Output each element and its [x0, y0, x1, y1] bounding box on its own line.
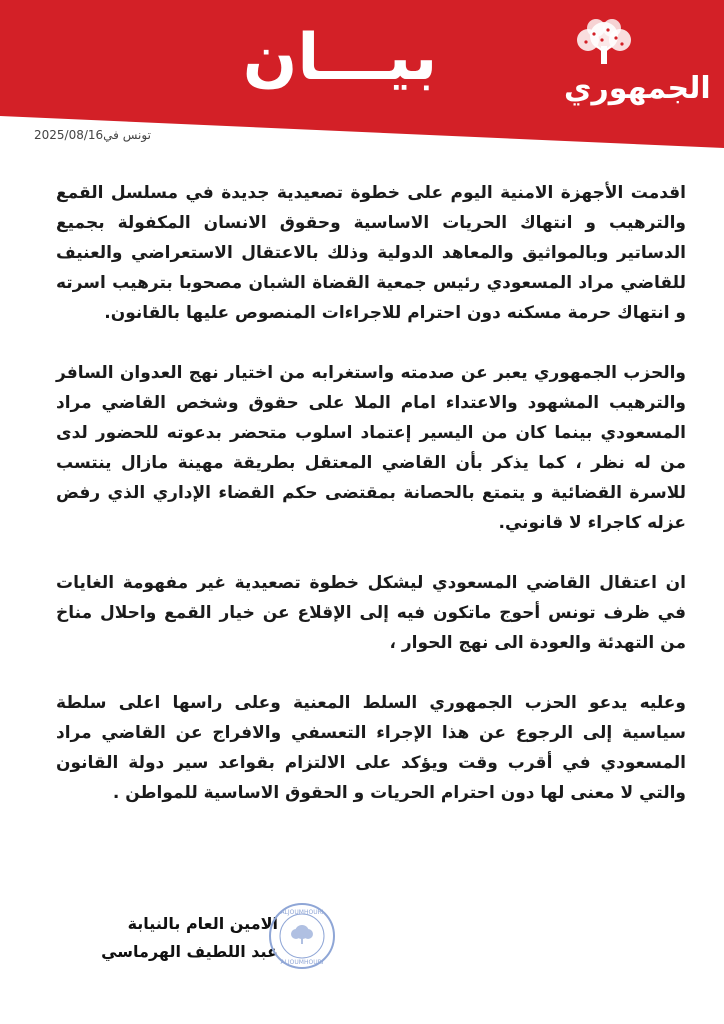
signature-role: الامين العام بالنيابة: [127, 914, 278, 933]
signature-name: عبد اللطيف الهرماسي: [101, 942, 278, 961]
tree-icon: [564, 18, 644, 70]
svg-text:ALJOUMHOURI: ALJOUMHOURI: [280, 909, 324, 916]
stamp-seal: [268, 902, 336, 970]
logo-name: الجمهوري: [564, 71, 711, 106]
page-title: بيـــان: [242, 21, 438, 95]
paragraph-2: والحزب الجمهوري يعبر عن صدمته واستغرابه من اختيار نهج العدوان السافر والترهيب المشهود والاعتداء امام الملا على حقوق وشخص القاضي مراد المسعودي بينما كان من اليسير إعتماد اسلوب متحضر بدعوته للحضور لدى من له نظر ، كما يذكر بأن القاضي المعتقل بطريقة مهينة مازال ينتسب للاسرة القضائية و يتمتع بالحصانة بمقتضى حكم القضاء الإداري الذي رفض عزله كاجراء لا قانوني.: [56, 363, 686, 533]
paragraph-3: ان اعتقال القاضي المسعودي ليشكل خطوة تصعيدية غير مفهومة الغايات في ظرف تونس أحوج ماتكون فيه إلى الإقلاع عن خيار القمع واحلال مناخ من التهدئة والعودة الى نهج الحوار ،: [56, 573, 686, 653]
paragraph-1: اقدمت الأجهزة الامنية اليوم على خطوة تصعيدية جديدة في مسلسل القمع والترهيب و انتهاك الحريات الاساسية وحقوق الانسان المكفولة بجميع الدساتير وبالمواثيق والمعاهد الدولية وذلك بالاعتقال الاستعراضي والعنيف للقاضي مراد المسعودي رئيس جمعية القضاة الشبان مصحوبا بترهيب اسرته و انتهاك حرمة مسكنه دون احترام للاجراءات المنصوص عليها بالقانون.: [56, 183, 686, 323]
paragraph-4: وعليه يدعو الحزب الجمهوري السلط المعنية وعلى راسها اعلى سلطة سياسية إلى الرجوع عن هذا الإجراء التعسفي والافراج عن القاضي مراد المسعودي في أقرب وقت ويؤكد على الالتزام بقواعد سير دولة القانون والتي لا معنى لها دون احترام الحريات و الحقوق الاساسية للمواطن .: [56, 693, 686, 803]
date-line: تونس في2025/08/16: [34, 128, 151, 142]
signature-block: [48, 910, 278, 966]
party-logo: [564, 18, 711, 106]
svg-text:ALJOUMHOURI: ALJOUMHOURI: [280, 959, 324, 966]
statement-body: [56, 178, 686, 838]
